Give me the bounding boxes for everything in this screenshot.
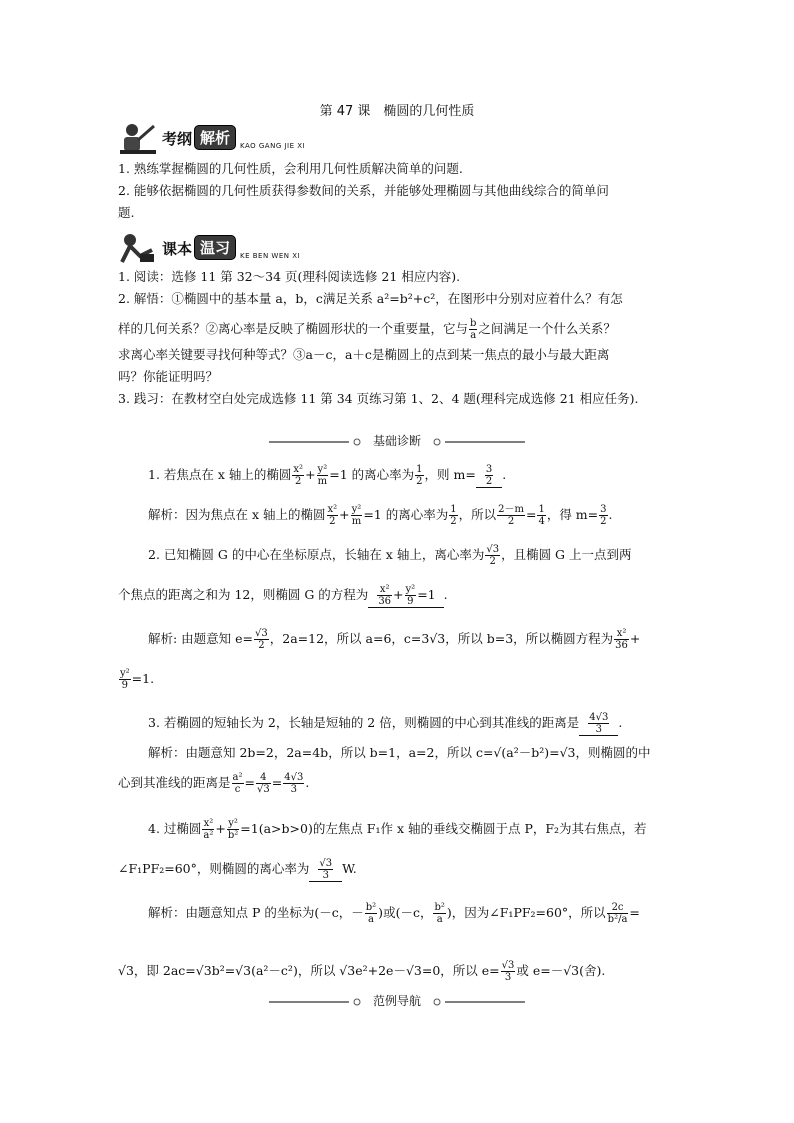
- banner-title-b: 解析: [194, 125, 236, 150]
- review-line-1: 1. 阅读：选修 11 第 32～34 页(理科阅读选修 21 相应内容).: [118, 269, 461, 284]
- solution-1: 解析：因为焦点在 x 轴上的椭圆 $\frac{\text{x²}}{2}$ + $\frac{\text{y²}}{m}$ =1 的离心率为 $\frac{1}{2}$ ，所以 $\frac{2-m}{2}$ = $\frac{1}{4}$ ，得 m= $\frac{3}{2}$ .: [148, 504, 613, 527]
- review-line-5: 吗？你能证明吗？: [118, 369, 219, 384]
- ornament-left-icon: [269, 438, 369, 446]
- section-header-basic: 基础诊断: [0, 432, 794, 449]
- solution-3: 解析：由题意知 2b=2，2a=4b，所以 b=1，a=2，所以 c=√(a²－b²)=√3，则椭圆的中: [148, 745, 651, 760]
- ornament-right-icon: [425, 998, 525, 1006]
- question-2-cont: 个焦点的距离之和为 12，则椭圆 G 的方程为 $\frac{\text{x²}}{36}$ + $\frac{\text{y²}}{9}$ =1 .: [118, 584, 448, 607]
- review-line-4: 求离心率关键要寻找何种等式？③a－c，a＋c是椭圆上的点到某一焦点的最小与最大距离: [118, 347, 610, 362]
- objective-2: 2. 能够依据椭圆的几何性质获得参数间的关系，并能够处理椭圆与其他曲线综合的简单问: [118, 183, 609, 198]
- reading-figure-icon: [118, 232, 158, 266]
- objective-1: 1. 熟练掌握椭圆的几何性质，会利用几何性质解决简单的问题.: [118, 161, 463, 176]
- banner-pinyin: KAO GANG JIE XI: [240, 142, 306, 150]
- solution-2-cont: $\frac{\text{y²}}{9}$ =1.: [120, 668, 155, 691]
- page-title: 第 47 课 椭圆的几何性质: [319, 104, 475, 119]
- banner-title-a: 课本: [162, 240, 193, 258]
- review-line-2: 2. 解悟：①椭圆中的基本量 a，b，c满足关系 a²=b²+c²，在图形中分别对应着什么？有怎: [118, 291, 623, 306]
- question-2: 2. 已知椭圆 G 的中心在坐标原点，长轴在 x 轴上，离心率为 $\frac{√3}{2}$ ，且椭圆 G 上一点到两: [148, 544, 632, 567]
- solution-4-cont: √3，即 2ac=√3b²=√3(a²－c²)，所以 √3e²+2e－√3=0，所以 e= $\frac{√3}{3}$ 或 e=－√3(舍).: [118, 960, 606, 983]
- section-banner-exam-outline: [118, 122, 418, 158]
- ornament-right-icon: [425, 438, 525, 446]
- solution-3-cont: 心到其准线的距离是 $\frac{\text{a²}}{c}$ = $\frac{4}{√3}$ = $\frac{4√3}{3}$ .: [118, 772, 310, 795]
- question-4-cont: ∠F₁PF₂=60°，则椭圆的离心率为 $\frac{√3}{3}$ W.: [118, 858, 357, 881]
- question-4: 4. 过椭圆 $\frac{\text{x²}}{\text{a²}}$ + $\frac{\text{y²}}{\text{b²}}$ =1(a>b>0)的左焦点 F₁作 x 轴的垂线交椭圆于点 P，F₂为其右焦点，若: [148, 818, 647, 841]
- section-header-examples: 范例导航: [0, 992, 794, 1009]
- review-line-6: 3. 践习：在教材空白处完成选修 11 第 34 页练习第 1、2、4 题(理科完成选修 21 相应任务).: [118, 391, 639, 406]
- ornament-left-icon: [269, 998, 369, 1006]
- question-1: 1. 若焦点在 x 轴上的椭圆 $\frac{\text{x²}}{2}$ + $\frac{\text{y²}}{m}$ =1 的离心率为 $\frac{1}{2}$ ，则 m= $\frac{3}{2}$ .: [148, 464, 507, 487]
- question-3: 3. 若椭圆的短轴长为 2，长轴是短轴的 2 倍，则椭圆的中心到其准线的距离是 $\frac{4√3}{3}$ .: [148, 712, 623, 735]
- objective-2-cont: 题.: [118, 205, 135, 220]
- review-line-3: 样的几何关系？②离心率是反映了椭圆形状的一个重要量，它与 $\frac{b}{a}$ 之间满足一个什么关系？: [118, 318, 616, 341]
- section-banner-textbook-review: [118, 232, 418, 268]
- student-figure-icon: [118, 122, 158, 156]
- banner-title-b: 温习: [194, 235, 236, 260]
- answer-1: $\frac{3}{2}$: [476, 464, 502, 488]
- solution-4: 解析：由题意知点 P 的坐标为(－c，－ $\frac{\text{b²}}{a}$ )或(－c， $\frac{\text{b²}}{a}$ )，因为∠F₁PF₂=60°，所以 $\frac{2c}{\text{b²/a}}$ =: [148, 902, 640, 925]
- banner-title-a: 考纲: [162, 130, 193, 148]
- solution-2: 解析: 由题意知 e= $\frac{√3}{2}$ ，2a=12，所以 a=6，c=3√3，所以 b=3，所以椭圆方程为 $\frac{\text{x²}}{36}$ +: [148, 628, 641, 651]
- banner-pinyin: KE BEN WEN XI: [240, 252, 301, 260]
